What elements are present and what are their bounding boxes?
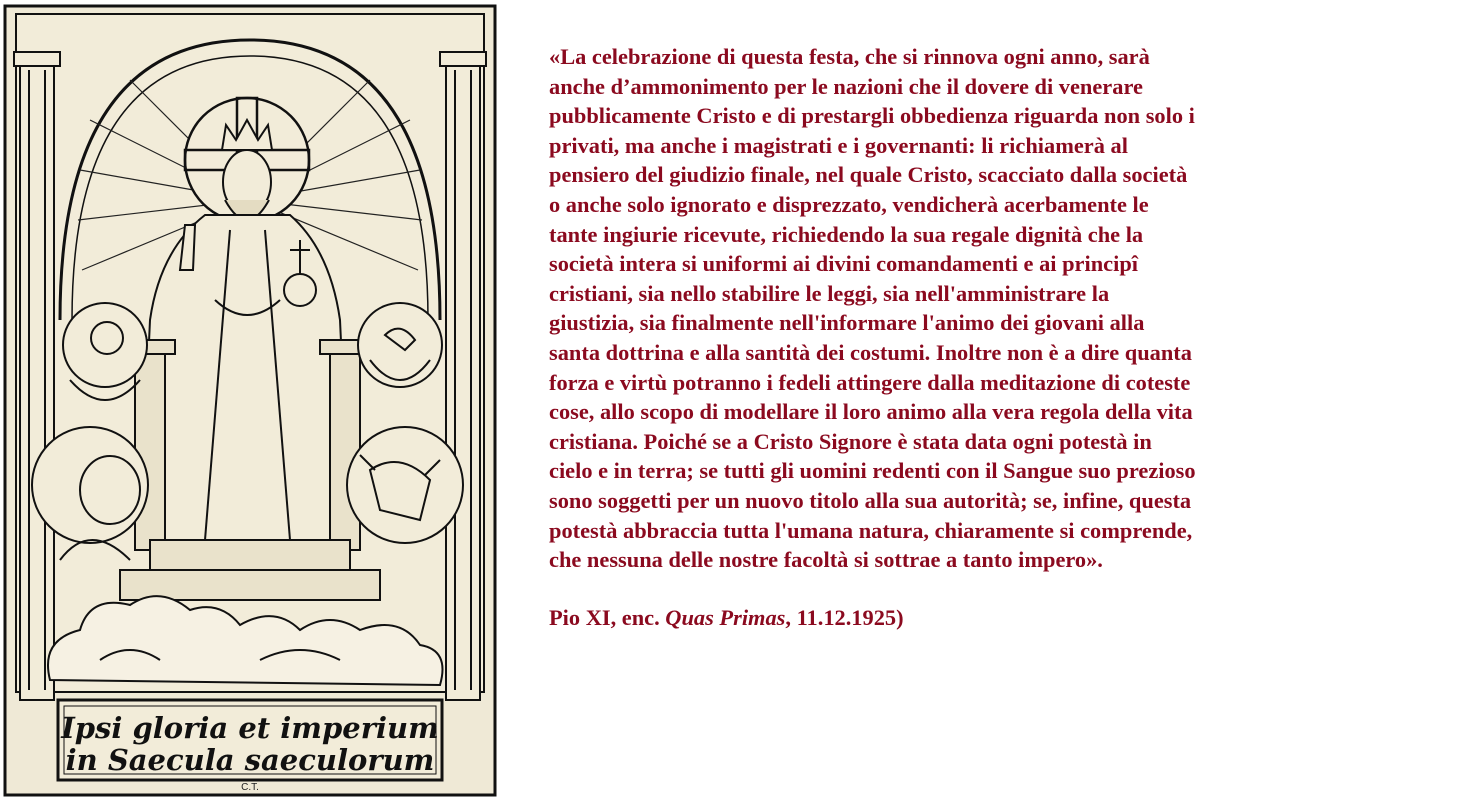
citation-prefix: Pio XI, enc. bbox=[549, 604, 666, 630]
citation-suffix: , 11.12.1925) bbox=[785, 604, 904, 630]
latin-banner bbox=[58, 700, 442, 780]
quote-line: giustizia, sia finalmente nell'informare l'animo dei giovani alla bbox=[549, 310, 1145, 336]
quote-line: o anche solo ignorato e disprezzato, vendicherà acerbamente le bbox=[549, 191, 1149, 217]
quote-block bbox=[549, 42, 1449, 632]
quote-line: cose, allo scopo di modellare il loro animo alla vera regola della vita bbox=[549, 399, 1193, 425]
quote-line: anche d’ammonimento per le nazioni che il dovere di venerare bbox=[549, 73, 1143, 99]
quote-line: tante ingiurie ricevute, richiedendo la sua regale dignità che la bbox=[549, 221, 1144, 247]
quote-text bbox=[549, 42, 1449, 575]
right-column bbox=[440, 52, 486, 700]
banner-line-2: in Saecula saeculorum bbox=[65, 743, 435, 777]
quote-line: pensiero del giudizio finale, nel quale Cristo, scacciato dalla società bbox=[549, 162, 1188, 188]
quote-line: che nessuna delle nostre facoltà si sottrae a tanto impero». bbox=[549, 547, 1103, 573]
angel-symbol bbox=[63, 303, 147, 400]
quote-line: cristiani, sia nello stabilire le leggi, sia nell'amministrare la bbox=[549, 280, 1110, 306]
citation bbox=[549, 603, 1449, 633]
quote-line: privati, ma anche i magistrati e i governanti: li richiamerà al bbox=[549, 132, 1128, 158]
quote-line: «La celebrazione di questa festa, che si rinnova ogni anno, sarà bbox=[549, 44, 1150, 69]
christ-the-king-illustration bbox=[0, 0, 500, 802]
quote-line: cielo e in terra; se tutti gli uomini redenti con il Sangue suo prezioso bbox=[549, 458, 1196, 484]
quote-line: santa dottrina e alla santità dei costumi. Inoltre non è a dire quanta bbox=[549, 339, 1192, 365]
left-column bbox=[14, 52, 60, 700]
banner-line-1: Ipsi gloria et imperium bbox=[61, 711, 439, 745]
artist-initials: C.T. bbox=[241, 782, 259, 793]
quote-line: cristiana. Poiché se a Cristo Signore è stata data ogni potestà in bbox=[549, 428, 1152, 454]
quote-line: potestà abbraccia tutta l'umana natura, chiaramente si comprende, bbox=[549, 517, 1193, 543]
quote-line: società intera si uniformi ai divini comandamenti e ai principî bbox=[549, 251, 1138, 277]
quote-line: sono soggetti per un nuovo titolo alla sua autorità; se, infine, questa bbox=[549, 487, 1192, 513]
ox-symbol bbox=[347, 427, 463, 543]
quote-line: pubblicamente Cristo e di prestargli obbedienza riguarda non solo i bbox=[549, 103, 1195, 129]
quote-line: forza e virtù potranno i fedeli attingere dalla meditazione di coteste bbox=[549, 369, 1191, 395]
citation-title: Quas Primas bbox=[665, 604, 786, 630]
eagle-symbol bbox=[358, 303, 442, 387]
